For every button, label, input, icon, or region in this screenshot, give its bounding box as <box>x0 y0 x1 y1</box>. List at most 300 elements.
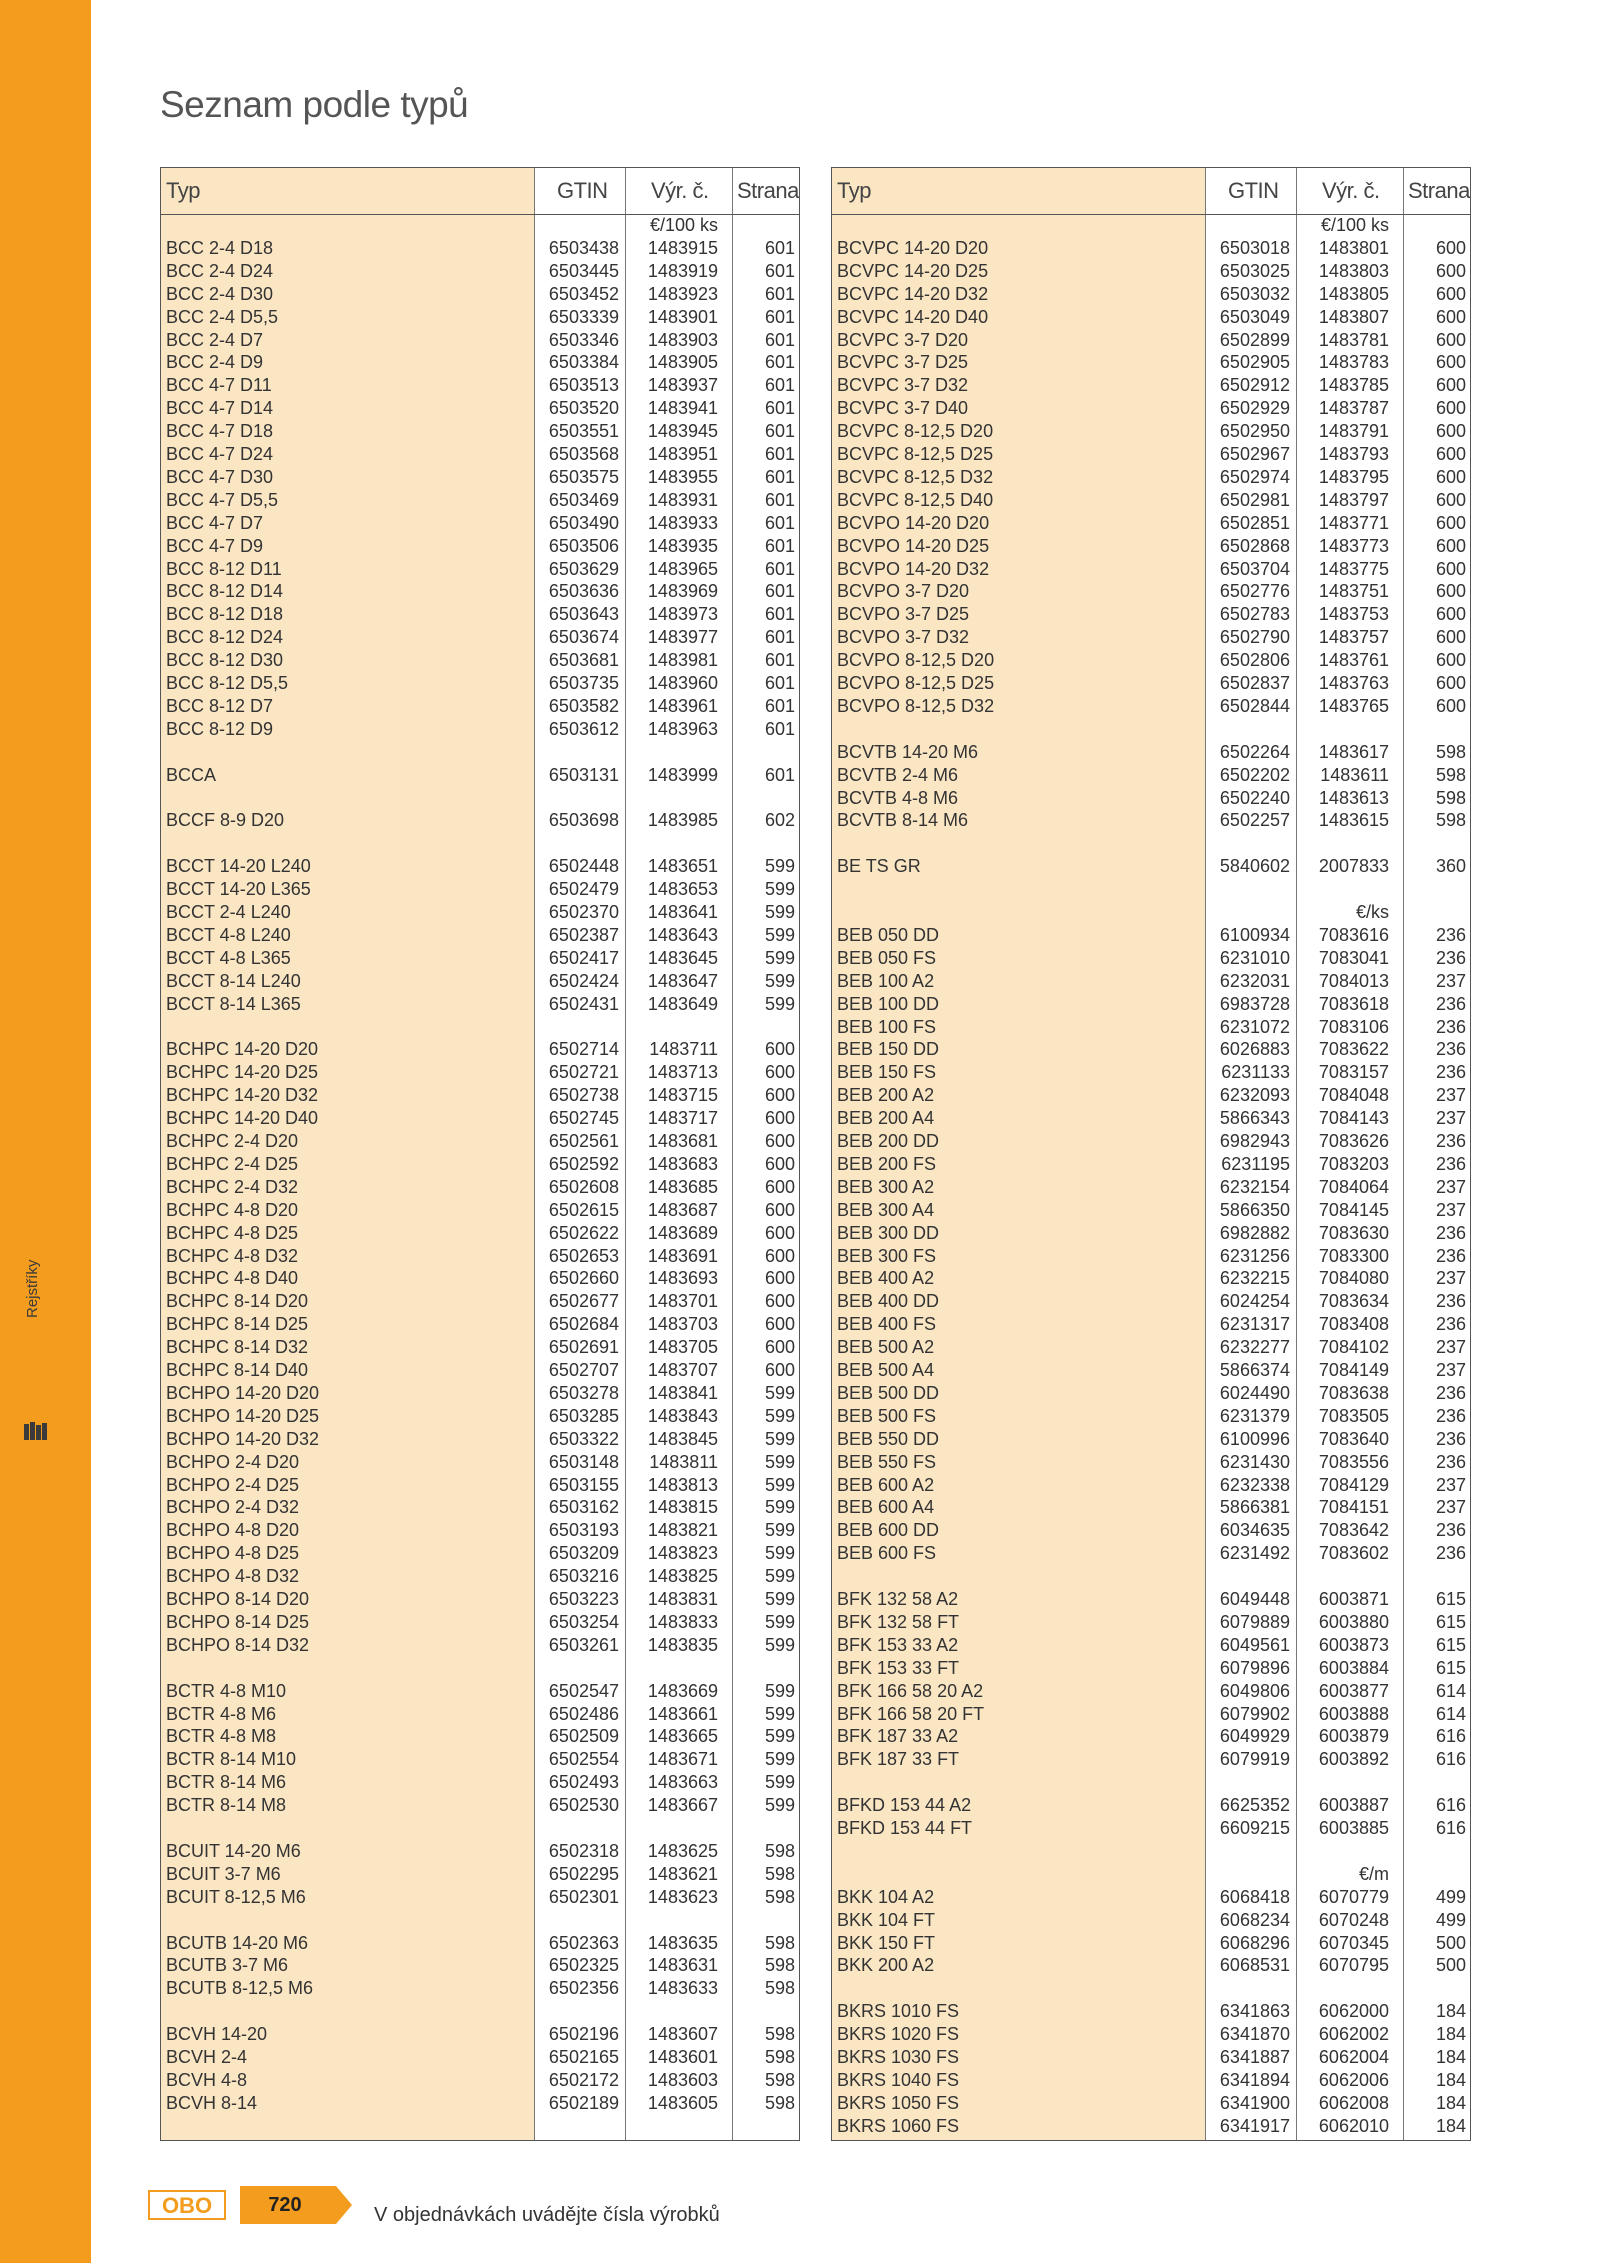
cell-gtin: 6502240 <box>1219 787 1290 808</box>
cell-strana: 602 <box>764 810 795 831</box>
cell-gtin: 6503636 <box>548 581 619 602</box>
cell-gtin: 6232338 <box>1219 1474 1290 1495</box>
table-row <box>161 1725 799 1748</box>
cell-typ: BCHPO 2-4 D25 <box>166 1474 300 1495</box>
cell-typ: BFK 132 58 A2 <box>837 1589 959 1609</box>
cell-strana: 600 <box>1435 398 1466 419</box>
cell-typ: BCHPC 14-20 D25 <box>166 1062 319 1083</box>
cell-strana: 615 <box>1435 1611 1466 1632</box>
cell-strana: 600 <box>764 1153 795 1174</box>
cell-strana: 237 <box>1435 1497 1466 1518</box>
cell-typ: BCVPO 14-20 D20 <box>837 512 990 533</box>
cell-vyr: 1483615 <box>1318 810 1389 831</box>
cell-strana: 599 <box>764 1680 795 1701</box>
header-vyr: Výr. č. <box>651 178 709 203</box>
table-row <box>832 2023 1470 2046</box>
cell-typ: BFK 166 58 20 FT <box>837 1703 985 1724</box>
cell-vyr: 1483631 <box>647 1955 718 1976</box>
table-row <box>161 1061 799 1084</box>
cell-strana: 599 <box>764 1795 795 1816</box>
cell-vyr: 7083616 <box>1318 924 1389 945</box>
cell-typ: BCC 4-7 D14 <box>166 398 274 419</box>
cell-vyr: 1483771 <box>1318 512 1389 533</box>
cell-strana: 236 <box>1435 1428 1466 1449</box>
cell-typ: BCHPC 2-4 D25 <box>166 1153 299 1174</box>
cell-vyr: 7083203 <box>1318 1153 1389 1174</box>
cell-vyr: 1483611 <box>1320 764 1389 785</box>
cell-vyr: 1483919 <box>647 260 718 281</box>
cell-vyr: 1483617 <box>1318 741 1389 762</box>
cell-gtin: 6503025 <box>1219 260 1290 281</box>
cell-vyr: 7083638 <box>1318 1382 1389 1403</box>
table-row <box>832 1771 1470 1794</box>
cell-gtin: 6231072 <box>1219 1016 1290 1037</box>
cell-gtin: 6503223 <box>548 1589 619 1609</box>
cell-vyr: 6003877 <box>1318 1680 1389 1701</box>
cell-strana: 237 <box>1435 1199 1466 1220</box>
table-row <box>161 1611 799 1634</box>
cell-strana: 601 <box>764 283 795 304</box>
table-row <box>832 2046 1470 2069</box>
cell-vyr: 1483715 <box>647 1085 718 1106</box>
cell-gtin: 6502721 <box>548 1062 619 1083</box>
cell-vyr: 7083157 <box>1318 1062 1389 1083</box>
cell-typ: BFK 187 33 A2 <box>837 1726 959 1747</box>
table-row <box>161 2046 799 2069</box>
cell-typ: BCHPC 4-8 D40 <box>166 1268 299 1289</box>
cell-typ: BCC 4-7 D24 <box>166 444 274 464</box>
cell-vyr: 1483831 <box>647 1589 718 1609</box>
cell-typ: BCHPO 8-14 D20 <box>166 1589 310 1609</box>
cell-vyr: 1483685 <box>647 1176 718 1197</box>
cell-strana: 600 <box>764 1222 795 1243</box>
cell-strana: 184 <box>1435 2047 1466 2067</box>
cell-vyr: 1483981 <box>647 650 718 671</box>
cell-typ: BCHPO 4-8 D20 <box>166 1520 300 1541</box>
table-row <box>832 1153 1470 1176</box>
cell-vyr: 1483960 <box>647 673 718 693</box>
cell-typ: BCC 4-7 D11 <box>166 375 272 396</box>
cell-vyr: 6070779 <box>1318 1886 1389 1907</box>
cell-typ: BEB 400 A2 <box>837 1268 935 1289</box>
cell-strana: 237 <box>1435 1176 1466 1197</box>
cell-strana: 599 <box>764 1703 795 1724</box>
cell-gtin: 6232031 <box>1219 970 1290 991</box>
table-row <box>832 374 1470 397</box>
cell-typ: BCTR 8-14 M8 <box>166 1795 287 1816</box>
cell-strana: 237 <box>1435 1085 1466 1106</box>
cell-vyr: 1483955 <box>647 466 718 487</box>
cell-strana: 599 <box>764 924 795 945</box>
table-row <box>161 306 799 329</box>
table-row <box>832 1267 1470 1290</box>
cell-strana: 500 <box>1435 1932 1466 1953</box>
cell-strana: 598 <box>764 1863 795 1884</box>
cell-gtin: 6502417 <box>548 947 619 968</box>
cell-strana: 236 <box>1435 1245 1466 1266</box>
cell-typ: BCVPC 3-7 D25 <box>837 352 969 373</box>
table-row <box>161 1267 799 1290</box>
table-row <box>832 558 1470 581</box>
cell-gtin: 6068234 <box>1219 1909 1290 1930</box>
cell-typ: BCCA <box>166 764 217 785</box>
cell-typ: BEB 100 FS <box>837 1016 937 1037</box>
cell-vyr: 1483765 <box>1318 695 1389 716</box>
cell-vyr: 1483813 <box>647 1474 718 1495</box>
cell-gtin: 6068418 <box>1219 1886 1290 1907</box>
cell-strana: 600 <box>1435 673 1466 693</box>
cell-vyr: 6003879 <box>1318 1726 1389 1747</box>
table-row <box>161 1130 799 1153</box>
cell-vyr: 6003884 <box>1318 1657 1389 1678</box>
table-row <box>832 764 1470 787</box>
cell-gtin: 6502899 <box>1219 329 1290 350</box>
cell-typ: BCHPC 8-14 D20 <box>166 1291 309 1312</box>
cell-gtin: 6503629 <box>548 558 619 579</box>
cell-vyr: 1483835 <box>647 1634 718 1655</box>
cell-typ: BCTR 4-8 M6 <box>166 1703 277 1724</box>
table-row <box>832 283 1470 306</box>
cell-gtin: 6232215 <box>1219 1268 1290 1289</box>
table-row <box>161 1405 799 1428</box>
cell-vyr: 7083634 <box>1318 1291 1389 1312</box>
cell-vyr: 7084080 <box>1318 1268 1389 1289</box>
cell-strana: 601 <box>764 535 795 556</box>
cell-vyr: 1483999 <box>647 764 718 785</box>
cell-vyr: 1483671 <box>647 1749 718 1770</box>
table-row <box>161 809 799 832</box>
cell-strana: 600 <box>1435 444 1466 464</box>
cell-typ: BCHPC 14-20 D32 <box>166 1085 319 1106</box>
table-row <box>161 420 799 443</box>
cell-gtin: 6609215 <box>1219 1818 1290 1838</box>
cell-vyr: 1483663 <box>647 1772 718 1793</box>
table-row <box>161 535 799 558</box>
cell-vyr: 1483643 <box>647 924 718 945</box>
cell-gtin: 6502684 <box>548 1314 619 1335</box>
cell-gtin: 6503582 <box>548 695 619 716</box>
table-row <box>161 832 799 855</box>
cell-vyr: 1483945 <box>647 421 718 442</box>
cell-strana: 599 <box>764 1451 795 1472</box>
table-row <box>161 1748 799 1771</box>
cell-typ: BCVPO 8-12,5 D20 <box>837 650 995 671</box>
cell-vyr: 6062002 <box>1318 2024 1389 2045</box>
cell-gtin: 6024490 <box>1219 1382 1290 1403</box>
table-row <box>161 1038 799 1061</box>
table-row <box>161 1840 799 1863</box>
cell-strana: 601 <box>764 718 795 739</box>
cell-strana: 601 <box>764 558 795 579</box>
table-row <box>161 1496 799 1519</box>
table-row <box>161 1359 799 1382</box>
table-row <box>832 1817 1470 1840</box>
cell-vyr: 1483691 <box>647 1245 718 1266</box>
cell-typ: BCUTB 8-12,5 M6 <box>166 1978 314 1999</box>
cell-vyr: 1483633 <box>647 1978 718 1999</box>
cell-gtin: 6503285 <box>548 1405 619 1426</box>
cell-strana: 600 <box>1435 306 1466 327</box>
cell-strana: 600 <box>1435 489 1466 510</box>
cell-gtin: 6341917 <box>1219 2115 1290 2136</box>
cell-vyr: 1483717 <box>647 1108 718 1129</box>
cell-typ: BFK 153 33 FT <box>837 1657 960 1678</box>
cell-strana: 601 <box>764 604 795 625</box>
table-row <box>161 924 799 947</box>
cell-vyr: 1483843 <box>647 1405 718 1426</box>
table-row <box>161 1771 799 1794</box>
cell-vyr: 7084013 <box>1318 970 1389 991</box>
cell-vyr: 7084149 <box>1318 1360 1389 1380</box>
table-row <box>832 626 1470 649</box>
cell-typ: BCC 2-4 D18 <box>166 237 274 258</box>
cell-gtin: 6502387 <box>548 924 619 945</box>
cell-gtin: 5866374 <box>1219 1360 1290 1380</box>
cell-typ: BKRS 1020 FS <box>837 2024 960 2045</box>
cell-strana: 601 <box>764 237 795 258</box>
cell-vyr: 1483669 <box>647 1680 718 1701</box>
cell-vyr: 1483783 <box>1318 352 1389 373</box>
table-row <box>161 580 799 603</box>
header-gtin: GTIN <box>557 178 608 203</box>
cell-vyr: 1483621 <box>647 1863 718 1884</box>
cell-gtin: 6503438 <box>548 237 619 258</box>
cell-typ: BCC 4-7 D9 <box>166 535 264 556</box>
table-row <box>161 1245 799 1268</box>
cell-typ: BCC 8-12 D5,5 <box>166 673 289 693</box>
cell-strana: 236 <box>1435 924 1466 945</box>
table-row <box>832 214 1470 237</box>
cell-vyr: 1483689 <box>647 1222 718 1243</box>
cell-strana: 598 <box>1435 741 1466 762</box>
table-row <box>832 1725 1470 1748</box>
cell-vyr: 1483905 <box>647 352 718 373</box>
cell-typ: BCUIT 14-20 M6 <box>166 1840 301 1861</box>
cell-strana: 600 <box>1435 627 1466 648</box>
cell-typ: BCUIT 8-12,5 M6 <box>166 1886 306 1907</box>
cell-vyr: 1483915 <box>647 237 718 258</box>
cell-vyr: 1483751 <box>1318 581 1389 602</box>
table-row <box>832 878 1470 901</box>
table-row <box>832 832 1470 855</box>
cell-strana: 600 <box>1435 329 1466 350</box>
cell-vyr: €/m <box>1358 1863 1389 1884</box>
table-row <box>832 993 1470 1016</box>
table-row <box>161 2000 799 2023</box>
cell-typ: BE TS GR <box>837 856 921 877</box>
cell-gtin: 6503193 <box>548 1520 619 1541</box>
cell-gtin: 6068296 <box>1219 1932 1290 1953</box>
cell-strana: 601 <box>764 627 795 648</box>
cell-strana: 599 <box>764 1611 795 1632</box>
cell-vyr: 1483931 <box>647 489 718 510</box>
table-row <box>161 1016 799 1039</box>
cell-gtin: 6503704 <box>1219 558 1290 579</box>
cell-typ: BCC 2-4 D9 <box>166 352 264 373</box>
table-row <box>161 1428 799 1451</box>
cell-vyr: 1483635 <box>647 1932 718 1953</box>
cell-vyr: 1483607 <box>647 2024 718 2045</box>
page-title: Seznam podle typů <box>160 84 469 125</box>
cell-gtin: 6503254 <box>548 1611 619 1632</box>
cell-typ: BCVPC 8-12,5 D40 <box>837 489 994 510</box>
table-row <box>832 809 1470 832</box>
cell-strana: 600 <box>764 1039 795 1060</box>
cell-strana: 600 <box>764 1314 795 1335</box>
cell-gtin: 6502318 <box>548 1840 619 1861</box>
table-row <box>161 1634 799 1657</box>
cell-gtin: 6503018 <box>1219 237 1290 258</box>
cell-gtin: 6502325 <box>548 1955 619 1976</box>
table-row <box>161 1336 799 1359</box>
cell-gtin: 6503162 <box>548 1497 619 1518</box>
table-row <box>832 672 1470 695</box>
cell-gtin: 6502806 <box>1219 650 1290 671</box>
cell-typ: BEB 500 A2 <box>837 1337 935 1358</box>
cell-gtin: 6502981 <box>1219 489 1290 510</box>
cell-vyr: 6003885 <box>1318 1818 1389 1838</box>
table-row <box>832 1565 1470 1588</box>
cell-strana: 600 <box>1435 695 1466 716</box>
cell-gtin: 6502530 <box>548 1795 619 1816</box>
cell-vyr: 1483625 <box>647 1840 718 1861</box>
cell-vyr: 1483711 <box>649 1039 718 1060</box>
cell-typ: BCHPC 2-4 D32 <box>166 1176 299 1197</box>
cell-gtin: 6982882 <box>1219 1222 1290 1243</box>
cell-gtin: 6502929 <box>1219 398 1290 419</box>
cell-vyr: 2007833 <box>1318 856 1389 877</box>
table-row <box>832 603 1470 626</box>
cell-strana: 601 <box>764 581 795 602</box>
table-row <box>161 1565 799 1588</box>
header-gtin: GTIN <box>1228 178 1279 203</box>
cell-gtin: 6502561 <box>548 1131 619 1151</box>
table-row <box>161 1290 799 1313</box>
cell-strana: 600 <box>1435 421 1466 442</box>
cell-gtin: 6502608 <box>548 1176 619 1197</box>
cell-vyr: 6062010 <box>1318 2115 1389 2136</box>
table-row <box>832 1657 1470 1680</box>
cell-gtin: 6231379 <box>1219 1405 1290 1426</box>
cell-strana: 600 <box>1435 604 1466 625</box>
cell-gtin: 6503575 <box>548 466 619 487</box>
cell-typ: BCTR 8-14 M10 <box>166 1749 297 1770</box>
table-row <box>832 1336 1470 1359</box>
cell-strana: 614 <box>1435 1703 1466 1724</box>
cell-strana: 599 <box>764 879 795 900</box>
cell-typ: BCVPC 3-7 D40 <box>837 398 969 419</box>
cell-strana: 236 <box>1435 1382 1466 1403</box>
cell-gtin: 6502554 <box>548 1749 619 1770</box>
cell-gtin: 6502707 <box>548 1360 619 1380</box>
cell-gtin: 6049929 <box>1219 1726 1290 1747</box>
cell-gtin: 6982943 <box>1219 1131 1290 1151</box>
cell-typ: BEB 300 FS <box>837 1245 937 1266</box>
cell-vyr: 1483753 <box>1318 604 1389 625</box>
table-row <box>832 1130 1470 1153</box>
table-row <box>161 374 799 397</box>
cell-typ: BKRS 1030 FS <box>837 2047 960 2067</box>
cell-strana: 601 <box>764 489 795 510</box>
index-icon <box>24 1422 47 1440</box>
cell-typ: BCHPC 8-14 D32 <box>166 1337 309 1358</box>
table-row <box>832 1496 1470 1519</box>
cell-typ: BCVPC 8-12,5 D32 <box>837 466 994 487</box>
cell-vyr: 1483775 <box>1318 558 1389 579</box>
cell-typ: BCVH 8-14 <box>166 2092 258 2113</box>
cell-gtin: 6232093 <box>1219 1085 1290 1106</box>
cell-gtin: 6502509 <box>548 1726 619 1747</box>
cell-vyr: 7083041 <box>1318 947 1389 968</box>
cell-vyr: 7084129 <box>1318 1474 1389 1495</box>
cell-typ: BEB 500 A4 <box>837 1360 935 1380</box>
table-row <box>161 1153 799 1176</box>
footer-text: V objednávkách uvádějte čísla výrobků <box>374 2204 720 2226</box>
cell-gtin: 6341887 <box>1219 2047 1290 2067</box>
table-row <box>832 1405 1470 1428</box>
cell-gtin: 6341870 <box>1219 2024 1290 2045</box>
table-row <box>832 1909 1470 1932</box>
cell-strana: 600 <box>1435 512 1466 533</box>
table-row <box>161 1542 799 1565</box>
cell-strana: 600 <box>1435 283 1466 304</box>
table-row <box>161 878 799 901</box>
table-row <box>832 237 1470 260</box>
cell-vyr: 7083300 <box>1318 1245 1389 1266</box>
table-row <box>161 214 799 237</box>
cell-typ: BCVPO 3-7 D20 <box>837 581 970 602</box>
cell-vyr: 1483985 <box>647 810 718 831</box>
cell-gtin: 6625352 <box>1219 1795 1290 1816</box>
cell-strana: 236 <box>1435 1543 1466 1564</box>
cell-strana: 599 <box>764 993 795 1014</box>
table-row <box>161 672 799 695</box>
cell-gtin: 6502776 <box>1219 581 1290 602</box>
cell-gtin: 6502189 <box>548 2092 619 2113</box>
table-row <box>832 718 1470 741</box>
cell-vyr: 1483649 <box>647 993 718 1014</box>
header-typ: Typ <box>166 178 200 203</box>
cell-typ: BCVTB 2-4 M6 <box>837 764 959 785</box>
cell-typ: BEB 500 DD <box>837 1382 940 1403</box>
table-row <box>832 1451 1470 1474</box>
cell-typ: BCVPO 3-7 D32 <box>837 627 970 648</box>
table-row <box>161 603 799 626</box>
table-row <box>832 649 1470 672</box>
cell-vyr: 6003880 <box>1318 1611 1389 1632</box>
cell-typ: BCHPC 4-8 D25 <box>166 1222 299 1243</box>
cell-vyr: 1483963 <box>647 718 718 739</box>
cell-gtin: 6983728 <box>1219 993 1290 1014</box>
table-row <box>161 1199 799 1222</box>
cell-vyr: 1483791 <box>1318 421 1389 442</box>
cell-strana: 499 <box>1435 1909 1466 1930</box>
cell-typ: BCCT 4-8 L365 <box>166 947 291 968</box>
cell-gtin: 6503520 <box>548 398 619 419</box>
table-row <box>161 1657 799 1680</box>
cell-gtin: 6503384 <box>548 352 619 373</box>
cell-vyr: 1483713 <box>647 1062 718 1083</box>
cell-strana: 598 <box>764 1840 795 1861</box>
cell-strana: 236 <box>1435 1039 1466 1060</box>
cell-vyr: 1483693 <box>647 1268 718 1289</box>
cell-typ: BKRS 1050 FS <box>837 2092 960 2113</box>
table-row <box>832 741 1470 764</box>
table-row <box>832 466 1470 489</box>
cell-vyr: 7083408 <box>1318 1314 1389 1335</box>
table-row <box>161 2069 799 2092</box>
table-row <box>161 1222 799 1245</box>
